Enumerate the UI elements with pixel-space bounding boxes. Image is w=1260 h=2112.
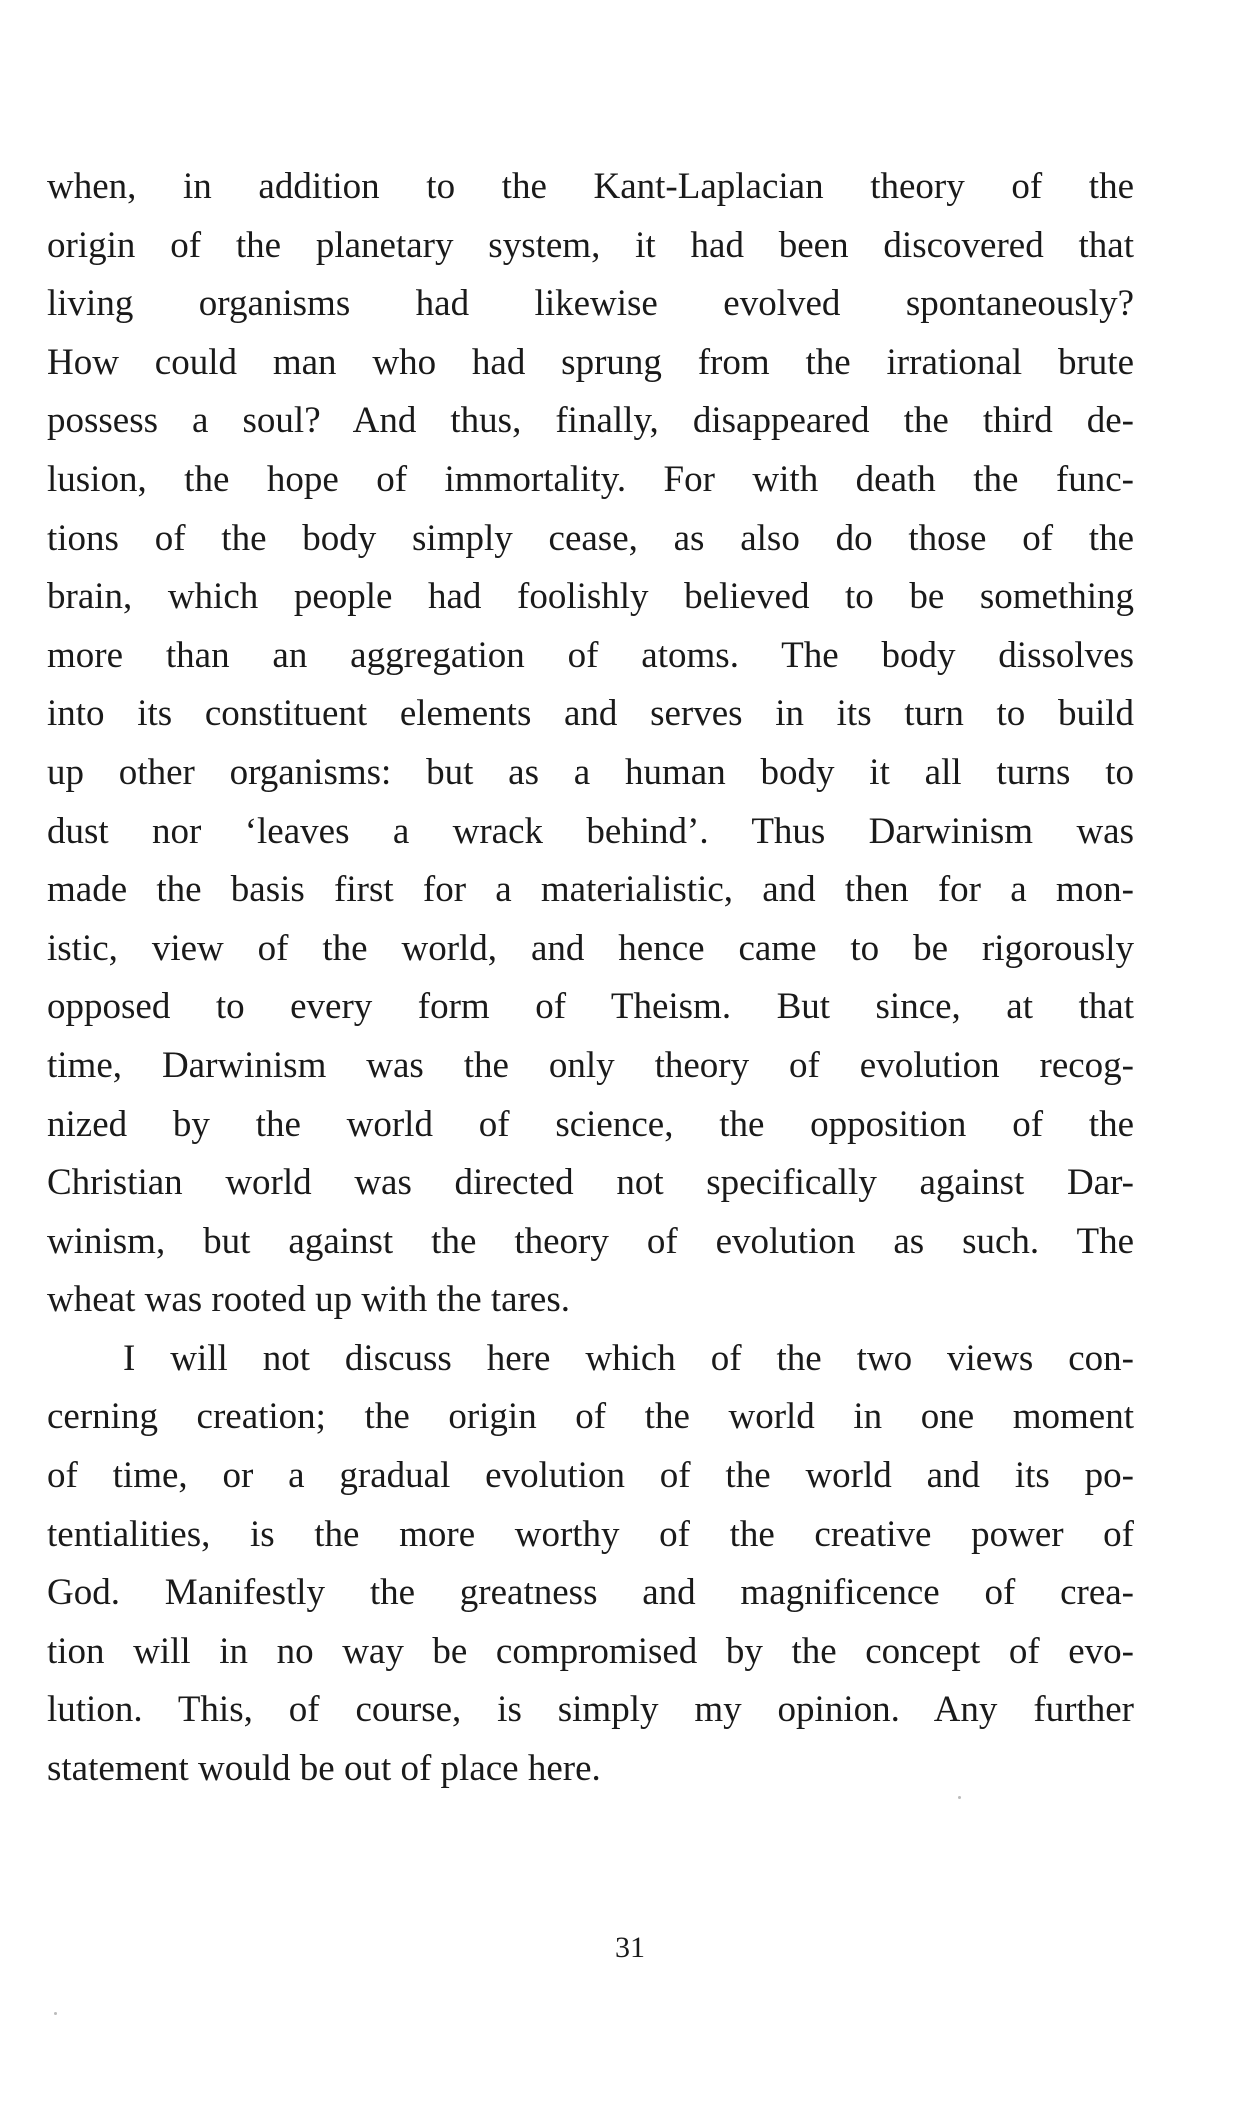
page-number: 31: [615, 1931, 645, 1964]
text-line: more than an aggregation of atoms. The body dissolves: [47, 634, 1134, 676]
text-line: tions of the body simply cease, as also do those of the: [47, 517, 1134, 559]
text-line: into its constituent elements and serves in its turn to build: [47, 693, 1134, 735]
text-line: wheat was rooted up with the tares.: [47, 1279, 570, 1321]
text-line: I will not discuss here which of the two views con-: [123, 1337, 1134, 1379]
text-line: opposed to every form of Theism. But since, at that: [47, 986, 1134, 1028]
text-line: origin of the planetary system, it had been discovered that: [47, 224, 1134, 266]
text-line: God. Manifestly the greatness and magnificence of crea-: [47, 1572, 1134, 1614]
scan-speck: [958, 1796, 961, 1799]
text-line: cerning creation; the origin of the world in one moment: [47, 1396, 1134, 1438]
text-line: made the basis first for a materialistic, and then for a mon-: [47, 869, 1134, 911]
text-line: istic, view of the world, and hence came to be rigorously: [47, 927, 1134, 969]
text-line: tentialities, is the more worthy of the creative power of: [47, 1513, 1134, 1555]
text-line: possess a soul? And thus, finally, disappeared the third de-: [47, 400, 1134, 442]
text-line: lution. This, of course, is simply my opinion. Any further: [47, 1689, 1134, 1731]
text-line: of time, or a gradual evolution of the world and its po-: [47, 1455, 1134, 1497]
text-line: winism, but against the theory of evolution as such. The: [47, 1220, 1134, 1262]
text-line: up other organisms: but as a human body it all turns to: [47, 751, 1134, 793]
text-line: living organisms had likewise evolved spontaneously?: [47, 283, 1134, 325]
text-line: time, Darwinism was the only theory of evolution recog-: [47, 1044, 1134, 1086]
scan-speck: [54, 2012, 57, 2015]
text-line: lusion, the hope of immortality. For with death the func-: [47, 458, 1134, 500]
text-line: How could man who had sprung from the irrational brute: [47, 341, 1134, 383]
body-text: [47, 158, 1134, 1799]
text-line: when, in addition to the Kant-Laplacian theory of the: [47, 166, 1134, 207]
paragraph-1: [47, 158, 1134, 1330]
text-line: nized by the world of science, the opposition of the: [47, 1103, 1134, 1145]
text-line: Christian world was directed not specifically against Dar-: [47, 1162, 1134, 1204]
text-line: tion will in no way be compromised by the concept of evo-: [47, 1630, 1134, 1672]
text-line: dust nor ‘leaves a wrack behind’. Thus Darwinism was: [47, 810, 1134, 852]
paragraph-2: [47, 1330, 1134, 1799]
text-line: statement would be out of place here.: [47, 1748, 601, 1790]
text-line: brain, which people had foolishly believed to be something: [47, 576, 1134, 618]
